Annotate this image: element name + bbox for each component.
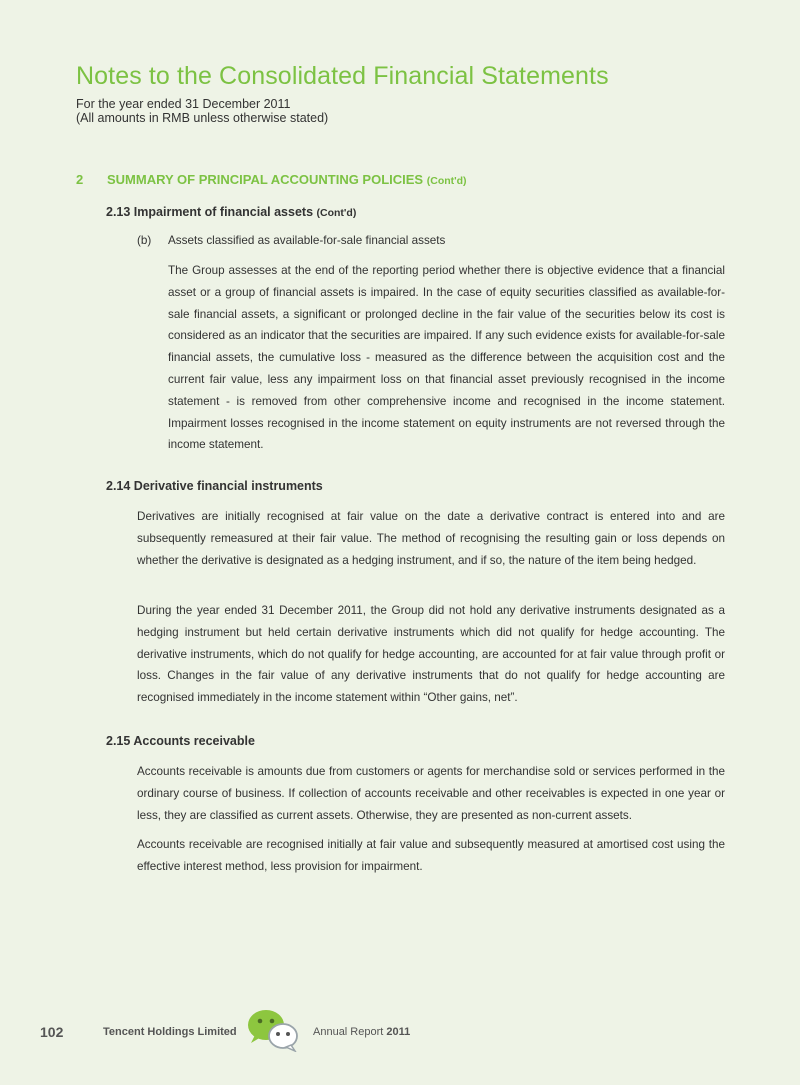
subsection-heading-2-13 — [106, 205, 356, 219]
report-year: 2011 — [386, 1026, 411, 1038]
paragraph-2-13-b: The Group assesses at the end of the reporting period whether there is objective evidence that a financial asset or a group of financial assets is impaired. In the case of equity securities classified as available-for-sale financial assets, a significant or prolonged decline in the fair value of the securities below its cost is considered as an indicator that the securities are impaired. If any such evidence exists for available-for-sale financial assets, the cumulative loss - measured as the difference between the acquisition cost and the current fair value, less any impairment loss on that financial asset previously recognised in the income statement - is removed from other comprehensive income and recognised in the income statement. Impairment losses recognised in the income statement on equity instruments are not reversed through the income statement. — [168, 264, 725, 452]
report-label — [313, 1026, 410, 1038]
subsection-title: 2.13 Impairment of financial assets — [106, 205, 314, 219]
section-contd: (Cont'd) — [426, 175, 467, 187]
page-footer — [0, 1022, 800, 1062]
report-name: Annual Report — [313, 1026, 384, 1038]
subsection-title: 2.14 Derivative financial instruments — [106, 479, 323, 493]
paragraph-2-15-2: Accounts receivable are recognised initially at fair value and subsequently measured at amortised cost using the effective interest method, less provision for impairment. — [137, 838, 725, 873]
company-name: Tencent Holdings Limited — [103, 1026, 237, 1038]
subsection-heading-2-14 — [106, 479, 323, 493]
section-title: SUMMARY OF PRINCIPAL ACCOUNTING POLICIES — [107, 172, 424, 187]
page-subtitle — [76, 97, 328, 125]
page-number: 102 — [40, 1024, 64, 1040]
paragraph-2-14-1: Derivatives are initially recognised at fair value on the date a derivative contract is entered into and are subsequently remeasured at their fair value. The method of recognising the resulting gain or loss depends on whether the derivative is designated as a hedging instrument, and if so, the nature of the item being hedged. — [137, 510, 725, 567]
item-tag: (b) — [137, 234, 152, 247]
section-number: 2 — [76, 172, 84, 187]
subsection-contd: (Cont'd) — [316, 207, 357, 219]
page-title: Notes to the Consolidated Financial Statements — [76, 62, 609, 90]
paragraph-2-15-1: Accounts receivable is amounts due from customers or agents for merchandise sold or services performed in the ordinary course of business. If collection of accounts receivable and other receivables is expected in one year or less, they are classified as current assets. Otherwise, they are presented as non-current assets. — [137, 765, 725, 822]
subtitle-currency-note: (All amounts in RMB unless otherwise stated) — [76, 111, 329, 125]
subtitle-period: For the year ended 31 December 2011 — [76, 97, 291, 111]
item-b-label — [137, 234, 445, 247]
subsection-heading-2-15 — [106, 734, 255, 748]
section-heading — [76, 172, 467, 187]
item-title: Assets classified as available-for-sale financial assets — [168, 234, 446, 247]
subsection-title: 2.15 Accounts receivable — [106, 734, 255, 748]
paragraph-2-14-2: During the year ended 31 December 2011, the Group did not hold any derivative instruments designated as a hedging instrument but held certain derivative instruments which did not qualify for hedge accounting. The derivative instruments, which do not qualify for hedge accounting, are accounted for at fair value through profit or loss. Changes in the fair value of any derivative instruments that do not qualify for hedge accounting are recognised immediately in the income statement within “Other gains, net”. — [137, 604, 725, 705]
wechat-bubbles-icon — [246, 1008, 302, 1052]
